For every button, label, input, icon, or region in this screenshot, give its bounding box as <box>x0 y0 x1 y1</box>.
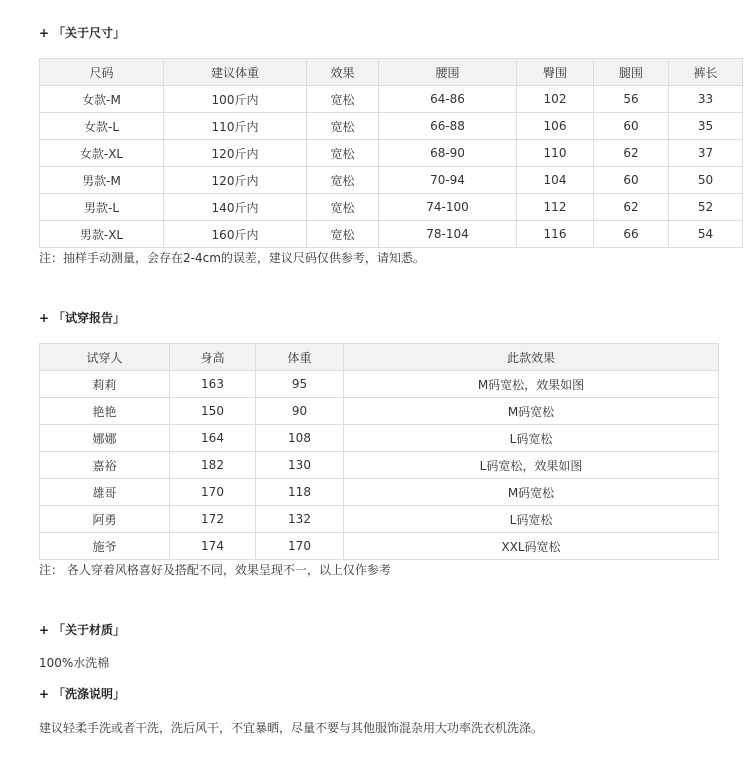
table-row <box>40 113 743 140</box>
table-cell: 阿勇 <box>40 506 170 533</box>
plus-icon: + <box>39 26 50 40</box>
table-row <box>40 398 719 425</box>
table-cell: 78-104 <box>379 221 517 248</box>
size-note: 注：抽样手动测量，会存在2-4cm的误差，建议尺码仅供参考，请知悉。 <box>39 251 425 265</box>
column-header: 裤长 <box>669 59 743 86</box>
size-section-title-text: 「关于尺寸」 <box>53 26 126 40</box>
table-cell: 62 <box>594 140 669 167</box>
table-cell: 74-100 <box>379 194 517 221</box>
table-cell: L码宽松，效果如图 <box>344 452 719 479</box>
size-section-title <box>39 25 125 41</box>
wash-section-title <box>39 686 125 702</box>
table-cell: 164 <box>170 425 256 452</box>
table-row <box>40 506 719 533</box>
column-header: 尺码 <box>40 59 164 86</box>
column-header: 此款效果 <box>344 344 719 371</box>
table-cell: 120斤内 <box>164 167 307 194</box>
table-cell: 106 <box>517 113 594 140</box>
table-cell: 160斤内 <box>164 221 307 248</box>
table-cell: 182 <box>170 452 256 479</box>
table-cell: 33 <box>669 86 743 113</box>
column-header: 试穿人 <box>40 344 170 371</box>
column-header: 臀围 <box>517 59 594 86</box>
trial-table <box>39 343 719 560</box>
table-row <box>40 452 719 479</box>
table-cell: 宽松 <box>307 140 379 167</box>
table-cell: 35 <box>669 113 743 140</box>
material-text: 100%水洗棉 <box>39 656 110 670</box>
table-row <box>40 221 743 248</box>
plus-icon: + <box>39 623 50 637</box>
table-cell: 莉莉 <box>40 371 170 398</box>
table-cell: 宽松 <box>307 221 379 248</box>
size-table <box>39 58 743 248</box>
table-cell: 100斤内 <box>164 86 307 113</box>
table-cell: 163 <box>170 371 256 398</box>
column-header: 身高 <box>170 344 256 371</box>
table-cell: 66-88 <box>379 113 517 140</box>
table-cell: 宽松 <box>307 194 379 221</box>
table-cell: 90 <box>256 398 344 425</box>
material-section-title-text: 「关于材质」 <box>53 623 126 637</box>
table-cell: M码宽松，效果如图 <box>344 371 719 398</box>
trial-note: 注： 各人穿着风格喜好及搭配不同，效果呈现不一，以上仅作参考 <box>39 563 391 577</box>
table-cell: 150 <box>170 398 256 425</box>
table-cell: L码宽松 <box>344 506 719 533</box>
table-cell: 118 <box>256 479 344 506</box>
table-cell: 54 <box>669 221 743 248</box>
table-cell: 男款-XL <box>40 221 164 248</box>
table-cell: 104 <box>517 167 594 194</box>
table-cell: 宽松 <box>307 113 379 140</box>
table-cell: 女款-XL <box>40 140 164 167</box>
table-cell: M码宽松 <box>344 398 719 425</box>
table-cell: 130 <box>256 452 344 479</box>
trial-table-header-row <box>40 344 719 371</box>
size-table-header-row <box>40 59 743 86</box>
column-header: 腰围 <box>379 59 517 86</box>
column-header: 腿围 <box>594 59 669 86</box>
table-cell: 女款-M <box>40 86 164 113</box>
plus-icon: + <box>39 687 50 701</box>
table-cell: 娜娜 <box>40 425 170 452</box>
table-cell: M码宽松 <box>344 479 719 506</box>
table-row <box>40 167 743 194</box>
table-cell: 112 <box>517 194 594 221</box>
table-cell: 68-90 <box>379 140 517 167</box>
table-cell: 施爷 <box>40 533 170 560</box>
table-cell: 56 <box>594 86 669 113</box>
table-cell: 男款-M <box>40 167 164 194</box>
wash-section-title-text: 「洗涤说明」 <box>53 687 126 701</box>
table-cell: 95 <box>256 371 344 398</box>
trial-section-title <box>39 310 125 326</box>
table-row <box>40 194 743 221</box>
table-cell: L码宽松 <box>344 425 719 452</box>
trial-section-title-text: 「试穿报告」 <box>53 311 126 325</box>
table-cell: 174 <box>170 533 256 560</box>
table-cell: 172 <box>170 506 256 533</box>
table-cell: 70-94 <box>379 167 517 194</box>
table-cell: 宽松 <box>307 86 379 113</box>
column-header: 体重 <box>256 344 344 371</box>
table-cell: 170 <box>256 533 344 560</box>
table-row <box>40 533 719 560</box>
table-cell: 110 <box>517 140 594 167</box>
table-cell: 64-86 <box>379 86 517 113</box>
table-cell: 132 <box>256 506 344 533</box>
table-cell: 37 <box>669 140 743 167</box>
table-cell: 男款-L <box>40 194 164 221</box>
wash-text: 建议轻柔手洗或者干洗，洗后风干，不宜暴晒，尽量不要与其他服饰混杂用大功率洗衣机洗涤。 <box>39 721 544 735</box>
table-cell: 116 <box>517 221 594 248</box>
table-cell: 102 <box>517 86 594 113</box>
table-cell: 60 <box>594 167 669 194</box>
table-cell: 嘉裕 <box>40 452 170 479</box>
table-row <box>40 479 719 506</box>
material-section-title <box>39 622 125 638</box>
table-cell: 女款-L <box>40 113 164 140</box>
table-cell: 雄哥 <box>40 479 170 506</box>
table-cell: 108 <box>256 425 344 452</box>
table-row <box>40 140 743 167</box>
table-cell: 66 <box>594 221 669 248</box>
table-cell: 120斤内 <box>164 140 307 167</box>
table-row <box>40 425 719 452</box>
table-cell: 60 <box>594 113 669 140</box>
column-header: 建议体重 <box>164 59 307 86</box>
table-cell: 140斤内 <box>164 194 307 221</box>
table-cell: 52 <box>669 194 743 221</box>
table-cell: 宽松 <box>307 167 379 194</box>
table-cell: 110斤内 <box>164 113 307 140</box>
table-row <box>40 86 743 113</box>
table-cell: 62 <box>594 194 669 221</box>
table-cell: 170 <box>170 479 256 506</box>
table-cell: 艳艳 <box>40 398 170 425</box>
plus-icon: + <box>39 311 50 325</box>
table-row <box>40 371 719 398</box>
table-cell: XXL码宽松 <box>344 533 719 560</box>
table-cell: 50 <box>669 167 743 194</box>
column-header: 效果 <box>307 59 379 86</box>
